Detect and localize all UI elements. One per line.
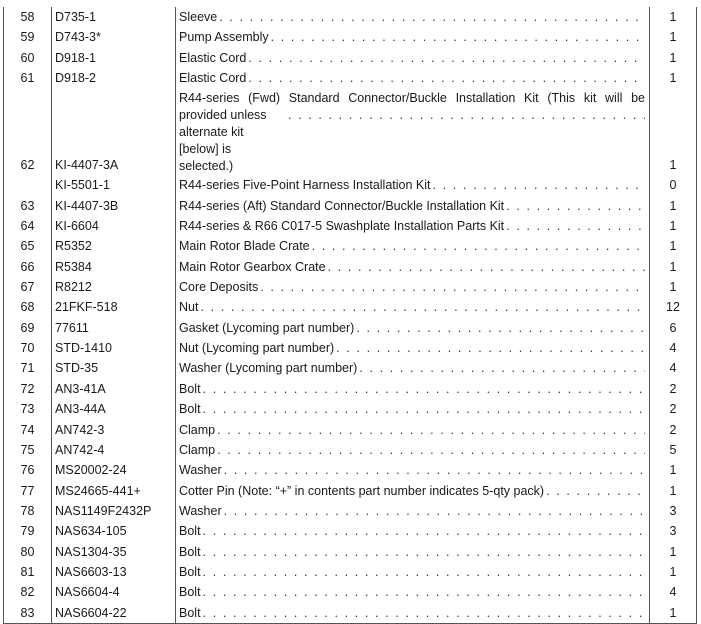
leader-dots <box>217 440 645 460</box>
quantity: 2 <box>650 399 697 419</box>
description-cell <box>176 603 650 624</box>
table-row <box>4 542 697 562</box>
part-number: D918-2 <box>52 68 176 88</box>
table-row <box>4 338 697 358</box>
table-row <box>4 277 697 297</box>
parts-table-body <box>4 7 697 623</box>
description-line-1: R44-series (Fwd) Standard Connector/Buckle Installation Kit (This kit will be <box>179 91 645 106</box>
description-cell <box>176 420 650 440</box>
leader-dots <box>433 175 646 195</box>
leader-dots <box>288 107 645 124</box>
part-number: KI-5501-1 <box>52 175 176 195</box>
leader-dots <box>203 542 645 562</box>
leader-dots <box>260 277 645 297</box>
table-row <box>4 562 697 582</box>
table-row <box>4 582 697 602</box>
item-number: 76 <box>4 460 52 480</box>
quantity: 1 <box>650 542 697 562</box>
item-number: 60 <box>4 48 52 68</box>
item-number: 64 <box>4 216 52 236</box>
description-cell <box>176 216 650 236</box>
description-cell <box>176 257 650 277</box>
description-cell <box>176 277 650 297</box>
table-row <box>4 358 697 378</box>
description-text: Bolt <box>179 605 201 620</box>
item-number: 65 <box>4 236 52 256</box>
leader-dots <box>203 399 645 419</box>
part-number: 77611 <box>52 318 176 338</box>
quantity: 2 <box>650 420 697 440</box>
table-row <box>4 318 697 338</box>
quantity: 1 <box>650 481 697 501</box>
leader-dots <box>359 358 645 378</box>
description-cell <box>176 562 650 582</box>
table-row <box>4 379 697 399</box>
leader-dots <box>506 216 645 236</box>
description-cell <box>176 542 650 562</box>
part-number: AN3-41A <box>52 379 176 399</box>
table-row <box>4 521 697 541</box>
part-number: NAS6604-4 <box>52 582 176 602</box>
item-number: 69 <box>4 318 52 338</box>
part-number: NAS1149F2432P <box>52 501 176 521</box>
table-row <box>4 236 697 256</box>
part-number: AN742-3 <box>52 420 176 440</box>
quantity: 1 <box>650 68 697 88</box>
item-number: 62 <box>4 88 52 175</box>
item-number: 61 <box>4 68 52 88</box>
description-cell <box>176 196 650 216</box>
description-cell <box>176 48 650 68</box>
description-text: Main Rotor Blade Crate <box>179 239 310 254</box>
description-cell <box>176 460 650 480</box>
table-row <box>4 216 697 236</box>
description-text: Clamp <box>179 442 216 457</box>
table-row <box>4 460 697 480</box>
part-number: R8212 <box>52 277 176 297</box>
item-number: 63 <box>4 196 52 216</box>
item-number: 73 <box>4 399 52 419</box>
part-number: KI-4407-3A <box>52 88 176 175</box>
description-cell <box>176 27 650 47</box>
description-text: Main Rotor Gearbox Crate <box>179 259 326 274</box>
table-row <box>4 88 697 175</box>
item-number: 79 <box>4 521 52 541</box>
description-text: Bolt <box>179 544 201 559</box>
table-row <box>4 196 697 216</box>
quantity: 0 <box>650 175 697 195</box>
quantity: 4 <box>650 358 697 378</box>
table-row <box>4 297 697 317</box>
part-number: NAS6604-22 <box>52 603 176 624</box>
quantity: 1 <box>650 460 697 480</box>
description-text: Bolt <box>179 381 201 396</box>
part-number: MS24665-441+ <box>52 481 176 501</box>
leader-dots <box>312 236 645 256</box>
item-number: 82 <box>4 582 52 602</box>
leader-dots <box>224 501 645 521</box>
description-cell <box>176 297 650 317</box>
leader-dots <box>203 562 645 582</box>
description-cell <box>176 399 650 419</box>
quantity: 1 <box>650 277 697 297</box>
leader-dots <box>203 582 645 602</box>
description-text: Nut <box>179 300 199 315</box>
quantity: 3 <box>650 501 697 521</box>
item-number: 83 <box>4 603 52 624</box>
leader-dots <box>203 521 645 541</box>
leader-dots <box>203 379 645 399</box>
description-text: Bolt <box>179 585 201 600</box>
table-row <box>4 257 697 277</box>
leader-dots <box>546 481 645 501</box>
parts-table <box>3 7 697 624</box>
item-number: 70 <box>4 338 52 358</box>
leader-dots <box>356 318 645 338</box>
part-number: MS20002-24 <box>52 460 176 480</box>
part-number: AN3-44A <box>52 399 176 419</box>
description-cell <box>176 318 650 338</box>
part-number: D735-1 <box>52 7 176 27</box>
leader-dots <box>203 603 645 623</box>
leader-dots <box>217 420 645 440</box>
description-text: Sleeve <box>179 10 218 24</box>
quantity: 1 <box>650 236 697 256</box>
quantity: 1 <box>650 562 697 582</box>
description-cell <box>176 88 650 175</box>
description-text: Bolt <box>179 402 201 417</box>
table-row <box>4 68 697 88</box>
quantity: 4 <box>650 582 697 602</box>
part-number: AN742-4 <box>52 440 176 460</box>
table-row <box>4 7 697 27</box>
description-cell <box>176 481 650 501</box>
quantity: 1 <box>650 196 697 216</box>
part-number: KI-6604 <box>52 216 176 236</box>
item-number: 71 <box>4 358 52 378</box>
leader-dots <box>328 257 645 277</box>
part-number: D743-3* <box>52 27 176 47</box>
description-text: R44-series Five-Point Harness Installation Kit <box>179 178 431 193</box>
table-row <box>4 48 697 68</box>
quantity: 6 <box>650 318 697 338</box>
quantity: 1 <box>650 257 697 277</box>
quantity: 1 <box>650 7 697 27</box>
description-text: Washer <box>179 503 222 518</box>
part-number: D918-1 <box>52 48 176 68</box>
quantity: 2 <box>650 379 697 399</box>
description-line-2: provided unless alternate kit [below] is selected.) <box>179 108 267 174</box>
quantity: 1 <box>650 88 697 175</box>
description-text: Elastic Cord <box>179 71 247 86</box>
item-number: 75 <box>4 440 52 460</box>
description-cell <box>176 68 650 88</box>
table-row <box>4 501 697 521</box>
leader-dots <box>219 7 645 27</box>
item-number <box>4 175 52 195</box>
part-number: R5384 <box>52 257 176 277</box>
description-text: R44-series (Aft) Standard Connector/Buckle Installation Kit <box>179 198 505 213</box>
quantity: 1 <box>650 603 697 624</box>
leader-dots <box>224 460 645 480</box>
part-number: NAS634-105 <box>52 521 176 541</box>
part-number: 21FKF-518 <box>52 297 176 317</box>
description-text: R44-series & R66 C017-5 Swashplate Installation Parts Kit <box>179 219 505 234</box>
item-number: 68 <box>4 297 52 317</box>
description-cell <box>176 7 650 27</box>
part-number: NAS6603-13 <box>52 562 176 582</box>
part-number: R5352 <box>52 236 176 256</box>
description-text: Bolt <box>179 564 201 579</box>
description-text: Elastic Cord <box>179 50 247 65</box>
quantity: 12 <box>650 297 697 317</box>
item-number: 81 <box>4 562 52 582</box>
item-number: 78 <box>4 501 52 521</box>
table-row <box>4 27 697 47</box>
quantity: 5 <box>650 440 697 460</box>
leader-dots <box>200 297 645 317</box>
item-number: 59 <box>4 27 52 47</box>
part-number: NAS1304-35 <box>52 542 176 562</box>
leader-dots <box>248 48 645 68</box>
leader-dots <box>271 27 645 47</box>
quantity: 1 <box>650 216 697 236</box>
description-cell <box>176 338 650 358</box>
description-text: Washer <box>179 463 222 478</box>
quantity: 1 <box>650 27 697 47</box>
description-cell <box>176 379 650 399</box>
description-text: Cotter Pin (Note: “+” in contents part number indicates 5-qty pack) <box>179 483 545 498</box>
item-number: 58 <box>4 7 52 27</box>
item-number: 66 <box>4 257 52 277</box>
item-number: 72 <box>4 379 52 399</box>
table-row <box>4 420 697 440</box>
description-text: Core Deposits <box>179 280 259 295</box>
description-text: Nut (Lycoming part number) <box>179 341 335 356</box>
table-row <box>4 481 697 501</box>
quantity: 3 <box>650 521 697 541</box>
leader-dots <box>506 196 645 216</box>
part-number: STD-35 <box>52 358 176 378</box>
item-number: 74 <box>4 420 52 440</box>
description-cell <box>176 440 650 460</box>
leader-dots <box>248 68 645 88</box>
description-cell <box>176 582 650 602</box>
description-cell <box>176 358 650 378</box>
table-row <box>4 399 697 419</box>
description-cell <box>176 501 650 521</box>
description-text: Gasket (Lycoming part number) <box>179 320 355 335</box>
description-text: Pump Assembly <box>179 30 269 45</box>
description-text: Bolt <box>179 524 201 539</box>
table-row <box>4 603 697 624</box>
item-number: 77 <box>4 481 52 501</box>
quantity: 1 <box>650 48 697 68</box>
description-cell <box>176 236 650 256</box>
item-number: 67 <box>4 277 52 297</box>
part-number: STD-1410 <box>52 338 176 358</box>
table-row <box>4 440 697 460</box>
quantity: 4 <box>650 338 697 358</box>
description-text: Clamp <box>179 422 216 437</box>
table-row <box>4 175 697 195</box>
description-text: Washer (Lycoming part number) <box>179 361 358 376</box>
description-cell <box>176 175 650 195</box>
part-number: KI-4407-3B <box>52 196 176 216</box>
description-cell <box>176 521 650 541</box>
item-number: 80 <box>4 542 52 562</box>
leader-dots <box>336 338 645 358</box>
